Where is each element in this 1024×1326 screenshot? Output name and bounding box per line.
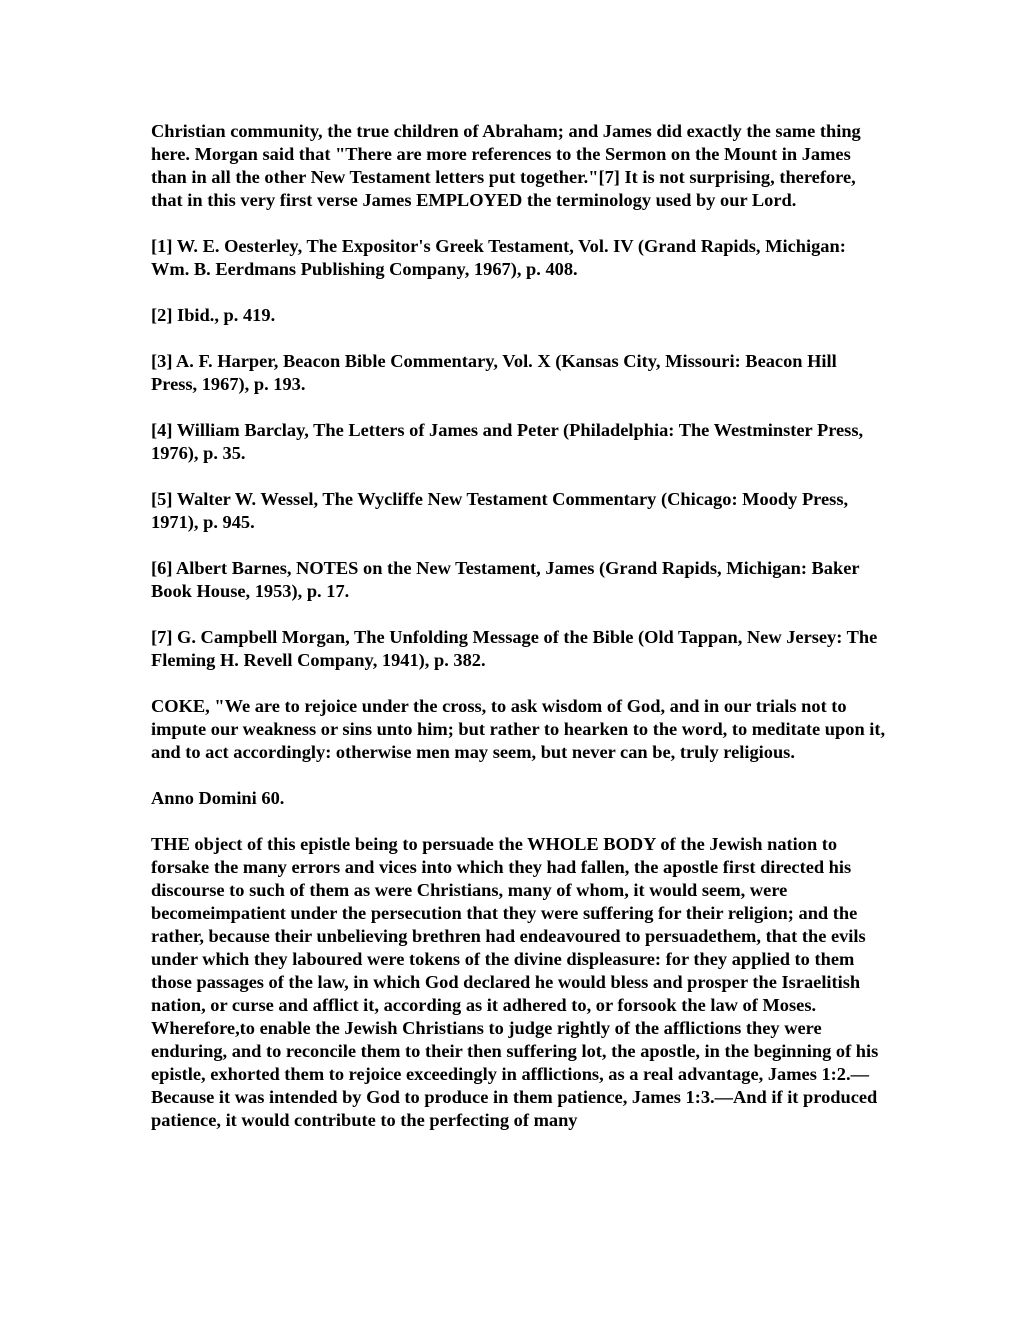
footnote-5: [5] Walter W. Wessel, The Wycliffe New Testament Commentary (Chicago: Moody Press, 1971), p. 945. xyxy=(151,489,849,532)
footnote-4: [4] William Barclay, The Letters of James and Peter (Philadelphia: The Westminster Press, 1976), p. 35. xyxy=(151,420,864,463)
body-paragraph-sermon-on-the-mount: Christian community, the true children of Abraham; and James did exactly the same thing here. Morgan said that "There are more references to the Sermon on the Mount in James than in all the other New Testament letters put together."[7] It is not surprising, therefore, that in this very first verse James EMPLOYED the terminology used by our Lord. xyxy=(151,121,861,210)
footnote-2: [2] Ibid., p. 419. xyxy=(151,305,276,325)
footnote-3: [3] A. F. Harper, Beacon Bible Commentary, Vol. X (Kansas City, Missouri: Beacon Hill Press, 1967), p. 193. xyxy=(151,351,837,394)
footnote-7: [7] G. Campbell Morgan, The Unfolding Message of the Bible (Old Tappan, New Jersey: The Fleming H. Revell Company, 1941), p. 382. xyxy=(151,627,878,670)
date-line: Anno Domini 60. xyxy=(151,788,285,808)
epistle-introduction-paragraph: THE object of this epistle being to persuade the WHOLE BODY of the Jewish nation to forsake the many errors and vices into which they had fallen, the apostle first directed his discourse to such of them as were Christians, many of whom, it would seem, were becomeimpatient under the persecution that they were suffering for their religion; and the rather, because their unbelieving brethren had endeavoured to persuadethem, that the evils under which they laboured were tokens of the divine displeasure: for they applied to them those passages of the law, in which God declared he would bless and prosper the Israelitish nation, or curse and afflict it, according as it adhered to, or forsook the law of Moses. Wherefore,to enable the Jewish Christians to judge rightly of the afflictions they were enduring, and to reconcile them to their then suffering lot, the apostle, in the beginning of his epistle, exhorted them to rejoice exceedingly in afflictions, as a real advantage, James 1:2.—Because it was intended by God to produce in them patience, James 1:3.—And if it produced patience, it would contribute to the perfecting of many xyxy=(151,834,879,1130)
footnote-6: [6] Albert Barnes, NOTES on the New Testament, James (Grand Rapids, Michigan: Baker Book House, 1953), p. 17. xyxy=(151,558,860,601)
footnote-1: [1] W. E. Oesterley, The Expositor's Greek Testament, Vol. IV (Grand Rapids, Michigan: Wm. B. Eerdmans Publishing Company, 1967), p. 408. xyxy=(151,236,846,279)
document-page xyxy=(151,120,886,1132)
coke-commentary-paragraph: COKE, "We are to rejoice under the cross, to ask wisdom of God, and in our trials not to impute our weakness or sins unto him; but rather to hearken to the word, to meditate upon it, and to act accordingly: otherwise men may seem, but never can be, truly religious. xyxy=(151,696,886,762)
